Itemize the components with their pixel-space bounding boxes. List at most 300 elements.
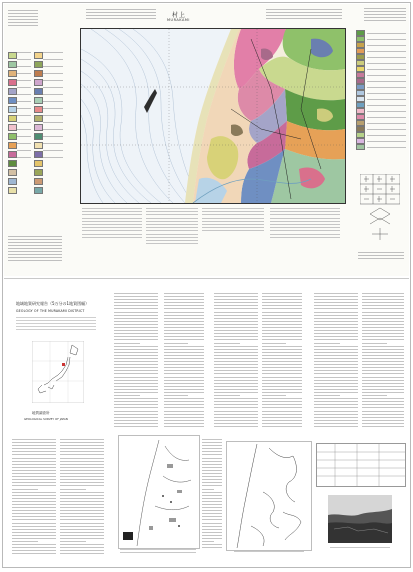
legend-swatch	[34, 52, 43, 59]
text-column-4	[262, 293, 302, 429]
text-line	[214, 423, 258, 424]
text-line	[114, 407, 158, 408]
legend-text-line	[367, 63, 406, 64]
text-line	[214, 386, 258, 387]
legend-swatch	[8, 151, 17, 158]
text-line	[60, 526, 104, 527]
text-line	[262, 315, 302, 316]
legend-swatch	[356, 144, 365, 150]
text-line	[362, 333, 404, 334]
text-line	[60, 510, 104, 511]
legend-right-item	[356, 144, 406, 150]
legend-text-line	[17, 80, 31, 81]
text-line	[362, 312, 404, 313]
text-line	[114, 386, 158, 387]
text-column-5	[314, 293, 358, 429]
text-line	[202, 519, 222, 520]
legend-swatch	[34, 187, 43, 194]
text-line	[114, 346, 158, 347]
text-line	[12, 519, 56, 520]
text-line	[12, 473, 56, 474]
text-line	[60, 516, 104, 517]
text-line	[12, 510, 56, 511]
legend-text-line	[367, 39, 406, 40]
text-line	[214, 404, 258, 405]
legend-text-line	[367, 75, 406, 76]
text-line	[164, 373, 204, 374]
text-line	[60, 547, 104, 548]
text-line	[164, 389, 204, 390]
text-line	[60, 461, 104, 462]
text-line	[314, 355, 358, 356]
text-line	[114, 426, 158, 427]
legend-header-lines	[8, 10, 38, 28]
text-line	[314, 389, 358, 390]
text-line	[60, 470, 104, 471]
text-line	[114, 349, 158, 350]
text-line	[262, 293, 302, 294]
legend-text-line	[367, 105, 406, 106]
legend-swatch	[34, 169, 43, 176]
text-line	[262, 352, 302, 353]
text-line	[12, 538, 56, 539]
text-line	[314, 308, 358, 309]
text-line	[12, 476, 56, 477]
text-line	[314, 299, 358, 300]
legend-right-footer	[358, 252, 404, 261]
text-line	[164, 417, 204, 418]
text-line	[314, 383, 358, 384]
text-line	[314, 315, 358, 316]
text-line	[12, 485, 56, 486]
text-line	[202, 501, 222, 502]
text-line	[262, 308, 302, 309]
text-line	[60, 532, 104, 533]
text-line	[362, 417, 404, 418]
text-line	[214, 299, 258, 300]
figure-outline-graphic	[227, 442, 311, 550]
text-line	[362, 330, 404, 331]
text-line	[314, 423, 358, 424]
cover-title-english: GEOLOGY OF THE MURAKAMI DISTRICT	[16, 309, 85, 313]
text-line	[114, 339, 158, 340]
text-line	[60, 519, 104, 520]
text-line	[114, 392, 158, 393]
text-line	[314, 373, 358, 374]
text-line	[214, 358, 258, 359]
text-line	[262, 392, 302, 393]
legend-text-line	[17, 87, 31, 88]
text-line	[164, 377, 204, 378]
text-line	[60, 523, 104, 524]
text-line	[262, 327, 302, 328]
text-line	[214, 327, 258, 328]
text-line	[362, 321, 404, 322]
text-line	[114, 367, 158, 368]
text-line	[114, 377, 158, 378]
text-line	[262, 373, 302, 374]
text-line	[214, 352, 258, 353]
text-column-lower-2	[60, 439, 104, 557]
text-line	[262, 401, 302, 402]
figure-sketch-graphic	[119, 436, 199, 548]
text-line	[114, 420, 158, 421]
text-line	[202, 516, 222, 517]
text-line	[202, 510, 222, 511]
text-line	[314, 327, 358, 328]
legend-text-line	[43, 136, 63, 137]
text-line	[114, 321, 158, 322]
text-line	[114, 315, 158, 316]
text-line	[362, 293, 404, 294]
text-line	[362, 327, 404, 328]
text-line	[314, 414, 358, 415]
map-title: 村上	[172, 12, 187, 19]
text-line	[164, 305, 204, 306]
text-line	[114, 383, 158, 384]
text-line	[262, 302, 302, 303]
legend-text-line	[367, 147, 406, 148]
geological-map-sheet	[4, 4, 409, 276]
text-line	[60, 553, 104, 554]
text-line	[214, 407, 258, 408]
text-line	[262, 312, 302, 313]
text-line	[60, 464, 104, 465]
text-line	[362, 299, 404, 300]
text-line	[164, 333, 204, 334]
text-line	[362, 343, 387, 344]
text-line	[262, 336, 302, 337]
text-line	[164, 367, 204, 368]
text-line	[60, 482, 104, 483]
text-line	[202, 544, 222, 545]
legend-text-line	[367, 123, 406, 124]
text-line	[314, 420, 358, 421]
text-line	[164, 398, 204, 399]
legend-text-line	[17, 59, 31, 60]
text-line	[12, 445, 56, 446]
text-line	[214, 398, 258, 399]
text-line	[60, 492, 104, 493]
text-line	[114, 318, 158, 319]
text-line	[214, 308, 258, 309]
text-line	[362, 383, 404, 384]
text-line	[262, 367, 302, 368]
text-line	[214, 364, 258, 365]
text-line	[214, 426, 258, 427]
text-line	[114, 401, 158, 402]
text-line	[262, 414, 302, 415]
text-line	[314, 321, 358, 322]
legend-swatch	[34, 124, 43, 131]
text-line	[164, 339, 204, 340]
text-line	[362, 346, 404, 347]
text-line	[114, 423, 158, 424]
text-line	[314, 352, 358, 353]
text-line	[114, 293, 158, 294]
legend-text-line	[43, 157, 63, 158]
text-line	[362, 411, 404, 412]
text-line	[314, 398, 358, 399]
text-line	[164, 404, 204, 405]
text-line	[60, 451, 104, 452]
text-line	[164, 336, 204, 337]
text-line	[164, 299, 204, 300]
legend-text-line	[17, 157, 31, 158]
text-line	[114, 370, 158, 371]
text-line	[214, 417, 258, 418]
legend-swatch	[34, 79, 43, 86]
text-line	[214, 380, 258, 381]
text-line	[164, 370, 204, 371]
legend-text-line	[43, 108, 63, 109]
text-line	[214, 330, 258, 331]
text-line	[214, 411, 258, 412]
notes-column-3	[202, 208, 264, 234]
table-grid	[317, 444, 405, 486]
text-line	[164, 355, 204, 356]
text-line	[12, 479, 56, 480]
text-line	[60, 504, 104, 505]
text-line	[114, 355, 158, 356]
text-line	[214, 383, 258, 384]
text-line	[214, 414, 258, 415]
text-line	[202, 482, 222, 483]
text-line	[262, 395, 286, 396]
text-line	[362, 296, 404, 297]
text-line	[12, 439, 56, 440]
text-line	[114, 296, 158, 297]
map-title-english: MURAKAMI	[167, 18, 190, 22]
text-line	[262, 423, 302, 424]
text-column-6	[362, 293, 404, 429]
text-line	[12, 550, 56, 551]
text-line	[202, 492, 222, 493]
text-line	[12, 454, 56, 455]
legend-text-line	[43, 59, 63, 60]
text-line	[60, 445, 104, 446]
text-line	[214, 392, 258, 393]
text-line	[202, 513, 222, 514]
text-line	[12, 532, 56, 533]
text-line	[202, 489, 214, 490]
text-line	[60, 541, 86, 542]
text-line	[202, 439, 222, 440]
text-column-1	[114, 293, 158, 429]
explanatory-text-spread	[4, 278, 409, 565]
text-line	[314, 392, 358, 393]
text-line	[214, 336, 258, 337]
text-line	[314, 336, 358, 337]
text-line	[362, 377, 404, 378]
text-line	[202, 479, 222, 480]
outcrop-photo	[328, 495, 392, 543]
map-legend-right	[350, 4, 409, 276]
photo-graphic	[328, 495, 392, 543]
text-line	[114, 343, 140, 344]
text-line	[362, 414, 404, 415]
legend-text-line	[17, 94, 31, 95]
text-line	[214, 361, 258, 362]
legend-right-column	[356, 30, 406, 150]
text-line	[202, 538, 222, 539]
notes-column-2	[146, 208, 198, 246]
text-line	[202, 461, 222, 462]
text-line	[214, 395, 240, 396]
text-line	[314, 380, 358, 381]
text-line	[262, 407, 302, 408]
map-bottom-notes	[80, 206, 344, 270]
legend-text-line	[43, 94, 63, 95]
text-line	[114, 336, 158, 337]
text-line	[164, 321, 204, 322]
text-line	[12, 442, 56, 443]
text-line	[202, 454, 222, 455]
text-line	[362, 308, 404, 309]
legend-text-line	[17, 129, 31, 130]
text-line	[362, 355, 404, 356]
text-line	[12, 470, 56, 471]
text-line	[214, 401, 258, 402]
text-line	[202, 526, 222, 527]
text-line	[114, 417, 158, 418]
text-line	[262, 324, 302, 325]
text-line	[202, 541, 214, 542]
text-line	[12, 553, 56, 554]
map-header-right-text	[266, 9, 342, 21]
legend-text-line	[43, 73, 63, 74]
text-line	[114, 404, 158, 405]
text-line	[164, 395, 188, 396]
text-line	[214, 389, 258, 390]
text-line	[12, 547, 56, 548]
text-line	[362, 370, 404, 371]
legend-text-line	[367, 129, 406, 130]
text-line	[12, 489, 38, 490]
text-line	[262, 358, 302, 359]
legend-text-line	[17, 66, 31, 67]
legend-text-line	[17, 136, 31, 137]
text-line	[12, 495, 56, 496]
text-line	[314, 312, 358, 313]
text-line	[164, 414, 204, 415]
text-line	[262, 380, 302, 381]
text-line	[60, 495, 104, 496]
text-line	[314, 302, 358, 303]
text-line	[314, 426, 358, 427]
text-line	[164, 426, 204, 427]
geological-map-graphic	[81, 29, 345, 203]
text-line	[314, 346, 358, 347]
text-line	[114, 380, 158, 381]
text-line	[362, 302, 404, 303]
text-line	[362, 318, 404, 319]
text-line	[362, 420, 404, 421]
text-line	[314, 367, 358, 368]
text-line	[114, 373, 158, 374]
text-line	[60, 458, 104, 459]
legend-right-header	[364, 8, 406, 23]
text-line	[164, 293, 204, 294]
legend-text-line	[43, 80, 63, 81]
text-line	[202, 504, 222, 505]
text-line	[314, 305, 358, 306]
legend-swatch	[8, 142, 17, 149]
notes-column-1	[82, 208, 142, 240]
text-line	[362, 349, 404, 350]
legend-text-line	[17, 122, 31, 123]
legend-text-line	[17, 115, 31, 116]
text-line	[362, 364, 404, 365]
text-line	[164, 380, 204, 381]
legend-swatch	[8, 160, 17, 167]
text-line	[164, 324, 204, 325]
text-line	[114, 389, 158, 390]
legend-swatch	[34, 61, 43, 68]
text-line	[114, 398, 158, 399]
text-line	[202, 495, 222, 496]
text-line	[164, 315, 204, 316]
legend-swatch	[8, 178, 17, 185]
legend-swatch	[8, 115, 17, 122]
text-line	[12, 544, 56, 545]
text-line	[60, 439, 104, 440]
text-line	[214, 324, 258, 325]
text-line	[314, 349, 358, 350]
legend-swatch	[8, 169, 17, 176]
legend-text-line	[43, 52, 63, 53]
text-line	[164, 383, 204, 384]
text-line	[314, 404, 358, 405]
text-line	[202, 464, 222, 465]
legend-text-line	[43, 122, 63, 123]
text-line	[314, 361, 358, 362]
legend-swatch	[34, 97, 43, 104]
text-line	[202, 523, 222, 524]
text-line	[114, 333, 158, 334]
text-line	[164, 330, 204, 331]
text-line	[60, 507, 104, 508]
text-column-lower-3	[202, 439, 222, 550]
text-line	[214, 420, 258, 421]
legend-swatch	[8, 187, 17, 194]
legend-swatch	[34, 106, 43, 113]
text-line	[214, 373, 258, 374]
legend-text-line	[367, 81, 406, 82]
text-line	[202, 507, 222, 508]
notes-column-4	[270, 208, 340, 240]
text-line	[262, 318, 302, 319]
text-line	[214, 333, 258, 334]
legend-text-line	[367, 87, 406, 88]
text-line	[362, 426, 404, 427]
legend-text-line	[43, 143, 63, 144]
text-line	[362, 401, 404, 402]
text-line	[164, 423, 204, 424]
text-line	[12, 458, 56, 459]
text-line	[60, 550, 104, 551]
text-line	[214, 367, 258, 368]
legend-text-line	[43, 66, 63, 67]
text-line	[262, 370, 302, 371]
structural-symbol-diagram	[360, 174, 400, 244]
legend-footer-notes	[8, 236, 62, 263]
text-line	[362, 315, 404, 316]
text-line	[12, 523, 56, 524]
text-line	[314, 333, 358, 334]
text-line	[202, 445, 222, 446]
text-line	[202, 458, 222, 459]
